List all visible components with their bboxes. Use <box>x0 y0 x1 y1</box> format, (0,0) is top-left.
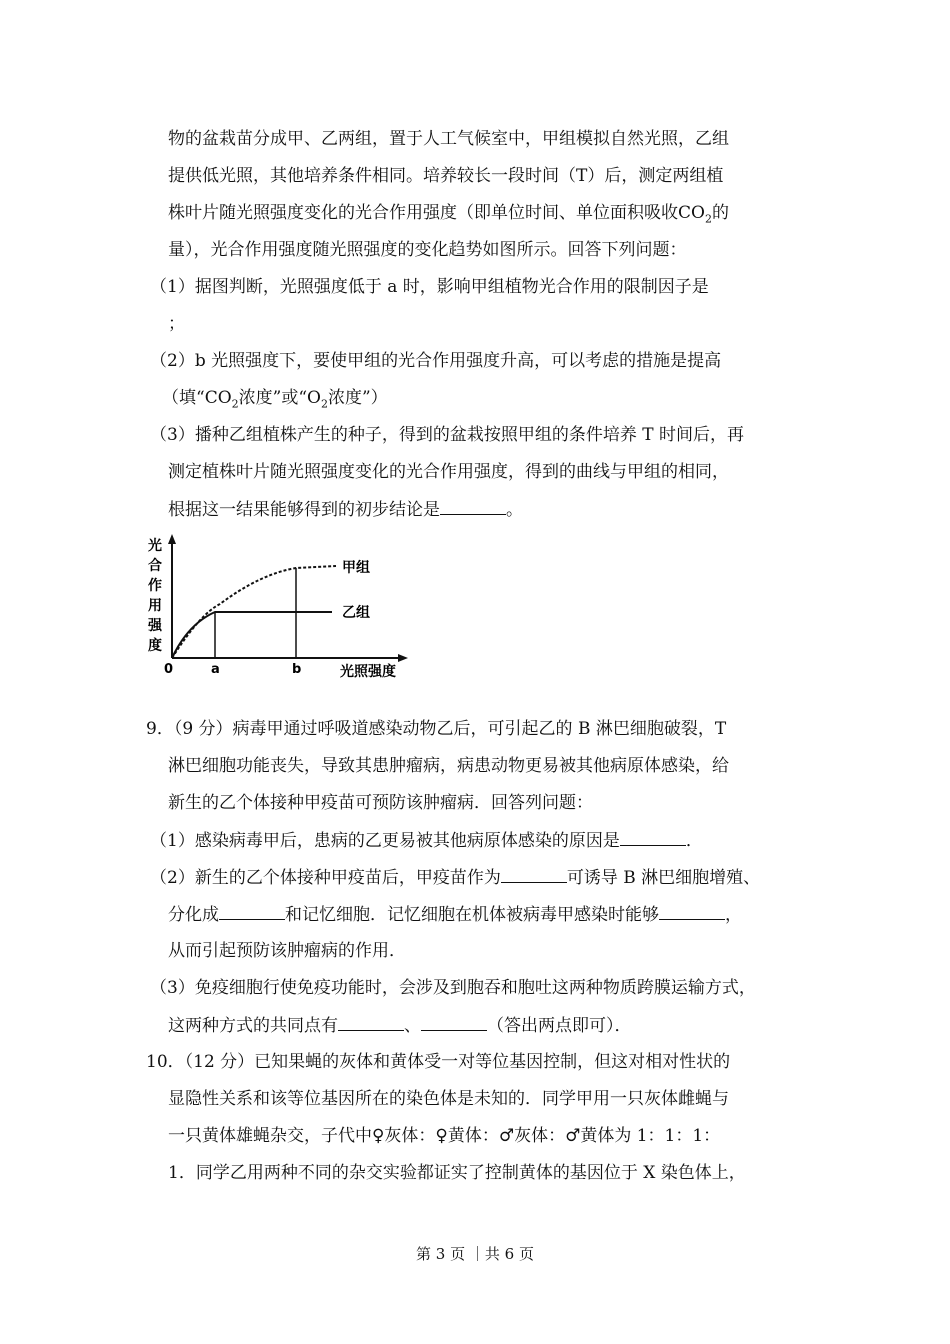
text-line: 这两种方式的共同点有 、 （答出两点即可）． <box>168 1016 632 1036</box>
y-axis-label-char: 用 <box>148 598 162 614</box>
text-line: 1．同学乙用两种不同的杂交实验都证实了控制黄体的基因位于 X 染色体上， <box>168 1163 746 1183</box>
photosynthesis-figure <box>140 528 430 688</box>
y-axis-label-char: 作 <box>148 578 162 594</box>
y-axis-label-char: 强 <box>148 618 162 634</box>
text-line: 淋巴细胞功能丧失，导致其患肿瘤病，病患动物更易被其他病原体感染，给 <box>168 756 729 776</box>
text-line: 一只黄体雄蝇杂交，子代中♀灰体：♀黄体：♂灰体：♂黄体为 1：1：1： <box>168 1126 721 1146</box>
question-9-2: （2）新生的乙个体接种甲疫苗后，甲疫苗作为 可诱导 B 淋巴细胞增殖、 <box>150 868 761 888</box>
question-9: 9．（9 分）病毒甲通过呼吸道感染动物乙后，可引起乙的 B 淋巴细胞破裂，T <box>146 719 727 739</box>
text-line: 株叶片随光照强度变化的光合作用强度（即单位时间、单位面积吸收$CO_2$的 <box>168 203 729 226</box>
answer-blank <box>620 829 686 846</box>
question-8-3: （3）播种乙组植株产生的种子，得到的盆栽按照甲组的条件培养 T 时间后，再 <box>150 425 744 445</box>
text-line: 测定植株叶片随光照强度变化的光合作用强度，得到的曲线与甲组的相同， <box>168 462 729 482</box>
question-8-1: （1）据图判断，光照强度低于 a 时，影响甲组植物光合作用的限制因子是 <box>150 277 709 297</box>
series-jia-label: 甲组 <box>342 560 370 576</box>
answer-blank <box>421 1014 487 1031</box>
tick-a-label: a <box>211 662 220 677</box>
question-9-3: （3）免疫细胞行使免疫功能时，会涉及到胞吞和胞吐这两种物质跨膜运输方式， <box>150 978 756 998</box>
series-yi-label: 乙组 <box>342 605 370 621</box>
y-axis-arrow <box>168 534 176 544</box>
answer-blank <box>219 903 285 920</box>
page-footer: 第 3 页 ｜共 6 页 <box>416 1245 534 1263</box>
text-line: 提供低光照，其他培养条件相同。培养较长一段时间（T）后，测定两组植 <box>168 166 724 186</box>
text-line: 分化成 和记忆细胞．记忆细胞在机体被病毒甲感染时能够 ， <box>168 905 742 925</box>
x-axis-label: 光照强度 <box>340 664 396 680</box>
text-line: 从而引起预防该肿瘤病的作用． <box>168 941 406 961</box>
answer-blank <box>501 866 567 883</box>
tick-b-label: b <box>292 662 302 677</box>
question-8-1-end: ； <box>168 314 185 334</box>
y-axis-label-char: 光 <box>148 538 162 554</box>
answer-blank <box>659 903 725 920</box>
text-line: 根据这一结果能够得到的初步结论是 。 <box>168 500 523 520</box>
question-10: 10．（12 分）已知果蝇的灰体和黄体受一对等位基因控制，但这对相对性状的 <box>146 1052 731 1072</box>
series-yi-curve <box>172 612 332 658</box>
x-axis-arrow <box>398 654 408 662</box>
question-8-2-options: （填“$CO_2$浓度”或“$O_2$浓度”） <box>162 388 388 411</box>
text-line: 物的盆栽苗分成甲、乙两组，置于人工气候室中，甲组模拟自然光照，乙组 <box>168 129 729 149</box>
question-8-2: （2）b 光照强度下，要使甲组的光合作用强度升高，可以考虑的措施是提高 <box>150 351 722 371</box>
y-axis-label-char: 度 <box>148 638 162 654</box>
origin-label: 0 <box>164 662 174 677</box>
answer-blank <box>440 498 506 515</box>
text-line: 显隐性关系和该等位基因所在的染色体是未知的．同学甲用一只灰体雌蝇与 <box>168 1089 729 1109</box>
answer-blank <box>338 1014 404 1031</box>
text-line: 量），光合作用强度随光照强度的变化趋势如图所示。回答下列问题： <box>168 240 687 260</box>
text-line: 新生的乙个体接种甲疫苗可预防该肿瘤病．回答列问题： <box>168 793 593 813</box>
y-axis-label-char: 合 <box>148 558 162 574</box>
question-9-1: （1）感染病毒甲后，患病的乙更易被其他病原体感染的原因是 ． <box>150 831 703 851</box>
